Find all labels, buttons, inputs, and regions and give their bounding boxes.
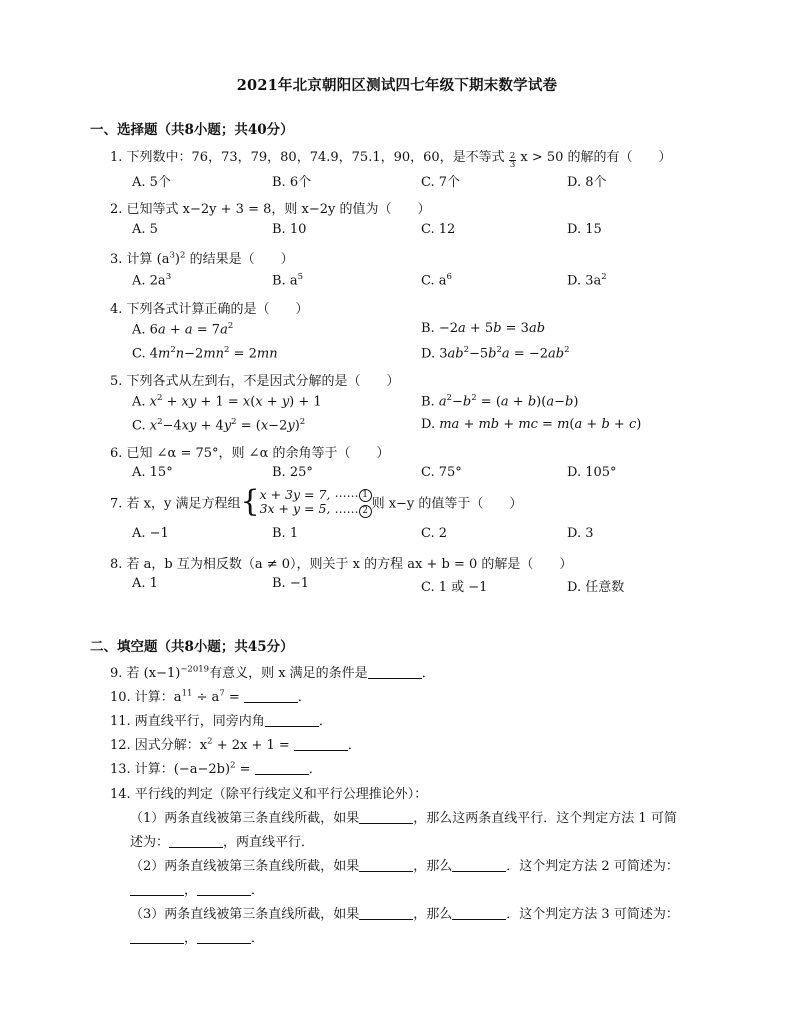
q9-exponent: −2019 bbox=[180, 664, 210, 675]
question-13: 13. 计算：$(-a-2b)^2$ = ． bbox=[110, 760, 322, 777]
q4-option-a: A. $6a + a = 7a^2$ bbox=[132, 321, 234, 338]
equation-system bbox=[240, 484, 331, 519]
answer-blank[interactable] bbox=[359, 811, 413, 824]
q1-option-d: D. 8个 bbox=[567, 175, 607, 190]
question-12: 12. 因式分解：$x^2 + 2x + 1$ = ． bbox=[110, 736, 361, 753]
q14-p1-text-c: 述为： bbox=[130, 835, 170, 850]
q14-part-2-cont bbox=[130, 879, 264, 898]
answer-blank[interactable] bbox=[368, 666, 422, 679]
q3-option-c: C. $a^6$ bbox=[421, 272, 452, 289]
question-8: 8. 若 a，b 互为相反数（a ≠ 0），则关于 x 的方程 ax + b = 0 的解是（ ） bbox=[110, 557, 573, 572]
q14-p2-text-c: ．这个判定方法 2 可简述为： bbox=[506, 859, 679, 874]
q1-option-a: A. 5个 bbox=[132, 175, 171, 190]
question-5: 5. 下列各式从左到右，不是因式分解的是（ ） bbox=[110, 374, 400, 389]
q4-option-d: D. $3ab^2-5b^2a = -2ab^2$ bbox=[421, 345, 570, 362]
q6-option-d: D. 105° bbox=[567, 465, 617, 480]
q1-text-pre: 1. 下列数中：76，73，79，80，74.9，75.1，90，60，是不等式 bbox=[110, 150, 505, 165]
q6-option-a: A. 15° bbox=[132, 465, 173, 480]
q7-option-b: B. 1 bbox=[272, 526, 299, 541]
section-choice-heading: 一、选择题（共8小题；共40分） bbox=[90, 122, 294, 138]
q5-option-b: B. $a^2-b^2 = (a + b)(a-b)$ bbox=[421, 393, 579, 410]
answer-blank[interactable] bbox=[452, 859, 506, 872]
q3-option-d: D. $3a^2$ bbox=[567, 272, 607, 289]
fraction-denominator: 3 bbox=[509, 160, 516, 170]
q7-text-pre: 7. 若 x，y 满足方程组 bbox=[110, 496, 241, 512]
q14-p2-text-b: ，那么 bbox=[413, 859, 453, 874]
q11-text: 11. 两直线平行，同旁内角 bbox=[110, 714, 265, 729]
section-fill-heading: 二、填空题（共8小题；共45分） bbox=[90, 639, 294, 655]
q3-option-a-text: A. 2a bbox=[132, 273, 166, 289]
q2-option-d: D. 15 bbox=[567, 222, 602, 237]
q10-text-mid: ÷ a bbox=[192, 690, 220, 705]
q2-option-b: B. 10 bbox=[272, 222, 307, 237]
q14-p1-text-d: ，两直线平行． bbox=[223, 835, 315, 850]
dots-1: …… bbox=[334, 486, 359, 500]
q14-p1-text-a: （1）两条直线被第三条直线所截，如果 bbox=[130, 811, 360, 826]
q9-text-pre: 9. 若 (x−1) bbox=[110, 666, 181, 681]
answer-blank[interactable] bbox=[452, 907, 506, 920]
q3-option-a: A. $2a^3$ bbox=[132, 272, 172, 289]
q14-part-2 bbox=[130, 855, 679, 874]
brace-icon: { bbox=[240, 484, 260, 519]
q4-option-c: C. $4m^2n-2mn^2 = 2mn$ bbox=[132, 345, 278, 362]
circled-two-icon: 2 bbox=[359, 505, 372, 518]
dots-2: …… bbox=[334, 502, 359, 516]
q10-text-post: = bbox=[224, 690, 244, 705]
answer-blank[interactable] bbox=[197, 883, 251, 896]
fraction bbox=[509, 152, 516, 169]
q14-p3-text-c: ．这个判定方法 3 可简述为： bbox=[506, 907, 679, 922]
q12-text-post: + 2x + 1 = bbox=[212, 738, 294, 753]
q14-separator: ， bbox=[184, 931, 198, 946]
answer-blank[interactable] bbox=[169, 835, 223, 848]
q5-option-d: D. ma + mb + mc = m(a + b + c) bbox=[421, 417, 642, 432]
q7-option-c: C. 2 bbox=[421, 526, 448, 541]
q2-option-a: A. 5 bbox=[132, 222, 158, 237]
answer-blank[interactable] bbox=[130, 931, 184, 944]
answer-blank[interactable] bbox=[244, 690, 298, 703]
question-7 bbox=[110, 484, 523, 520]
q8-option-a: A. 1 bbox=[132, 576, 158, 591]
question-14: 14. 平行线的判定（除平行线定义和平行公理推论外）： bbox=[110, 787, 428, 802]
q2-option-c: C. 12 bbox=[421, 222, 456, 237]
q7-option-a: A. −1 bbox=[132, 526, 169, 541]
answer-blank[interactable] bbox=[265, 714, 319, 727]
answer-blank[interactable] bbox=[294, 738, 348, 751]
q13-text-post: = bbox=[235, 762, 255, 777]
q1-option-b: B. 6个 bbox=[272, 175, 312, 190]
q8-option-d: D. 任意数 bbox=[567, 580, 625, 595]
question-10: 10. 计算：$a^{11} \div a^7$ = ． bbox=[110, 688, 311, 705]
q14-p3-text-a: （3）两条直线被第三条直线所截，如果 bbox=[130, 907, 360, 922]
q14-part-1-cont bbox=[130, 831, 314, 850]
q14-p3-text-b: ，那么 bbox=[413, 907, 453, 922]
question-9: 9. 若 $(x-1)^{-2019}$有意义，则 x 满足的条件是 ． bbox=[110, 664, 435, 681]
fraction-numerator: 2 bbox=[509, 151, 516, 161]
equation-2: 3x + y = 5, bbox=[259, 501, 331, 516]
question-11: 11. 两直线平行，同旁内角 ． bbox=[110, 714, 332, 729]
question-2: 2. 已知等式 x−2y + 3 = 8，则 x−2y 的值为（ ） bbox=[110, 202, 431, 217]
q5-option-c: C. $x^2-4xy + 4y^2 = (x-2y)^2$ bbox=[132, 417, 306, 434]
question-1 bbox=[110, 146, 672, 169]
q3-option-c-text: C. a bbox=[421, 273, 447, 289]
q8-option-c: C. 1 或 −1 bbox=[421, 580, 488, 595]
answer-blank[interactable] bbox=[197, 931, 251, 944]
q12-text-pre: 12. 因式分解：x bbox=[110, 738, 208, 753]
exam-title: 2021年北京朝阳区测试四七年级下期末数学试卷 bbox=[236, 77, 558, 94]
q14-p1-text-b: ，那么这两条直线平行．这个判定方法 1 可简 bbox=[413, 811, 677, 826]
q14-end-mark: ． bbox=[251, 931, 265, 946]
q3-option-b: B. $a^5$ bbox=[272, 272, 303, 289]
equation-1: x + 3y = 7, bbox=[259, 487, 331, 502]
q6-option-c: C. 75° bbox=[421, 465, 462, 480]
answer-blank[interactable] bbox=[359, 907, 413, 920]
q1-option-c: C. 7个 bbox=[421, 175, 461, 190]
q7-text-post: 则 x−y 的值等于（ ） bbox=[371, 496, 523, 512]
q14-part-3 bbox=[130, 903, 679, 922]
q1-text-post: x > 50 的解的有（ ） bbox=[520, 150, 672, 165]
q14-p2-text-a: （2）两条直线被第三条直线所截，如果 bbox=[130, 859, 360, 874]
q3-text-post: 的结果是（ ） bbox=[189, 252, 294, 267]
answer-blank[interactable] bbox=[359, 859, 413, 872]
circled-one-icon: 1 bbox=[359, 489, 372, 502]
answer-blank[interactable] bbox=[255, 762, 309, 775]
q6-option-b: B. 25° bbox=[272, 465, 313, 480]
question-3: 3. 计算 $(a^3)^2$ 的结果是（ ） bbox=[110, 250, 294, 267]
q7-option-d: D. 3 bbox=[567, 526, 594, 541]
q9-text-post: 有意义，则 x 满足的条件是 bbox=[209, 666, 368, 681]
q3-option-d-text: D. 3a bbox=[567, 273, 602, 289]
q14-end-mark: ． bbox=[251, 883, 265, 898]
q14-part-1 bbox=[130, 807, 677, 826]
q10-text-pre: 10. 计算：a bbox=[110, 690, 182, 705]
q13-text-pre: 13. 计算：(−a−2b) bbox=[110, 762, 231, 777]
answer-blank[interactable] bbox=[130, 883, 184, 896]
q4-option-b: B. −2a + 5b = 3ab bbox=[421, 321, 546, 336]
q8-option-b: B. −1 bbox=[272, 576, 309, 591]
q3-text-pre: 3. 计算 (a bbox=[110, 252, 170, 267]
question-4: 4. 下列各式计算正确的是（ ） bbox=[110, 302, 309, 317]
q3-option-b-text: B. a bbox=[272, 273, 298, 289]
q14-part-3-cont bbox=[130, 927, 264, 946]
question-6: 6. 已知 ∠α = 75°，则 ∠α 的余角等于（ ） bbox=[110, 446, 390, 461]
q14-separator: ， bbox=[184, 883, 198, 898]
q5-option-a: A. $x^2$ + xy + 1 = x(x + y) + 1 bbox=[132, 393, 322, 410]
